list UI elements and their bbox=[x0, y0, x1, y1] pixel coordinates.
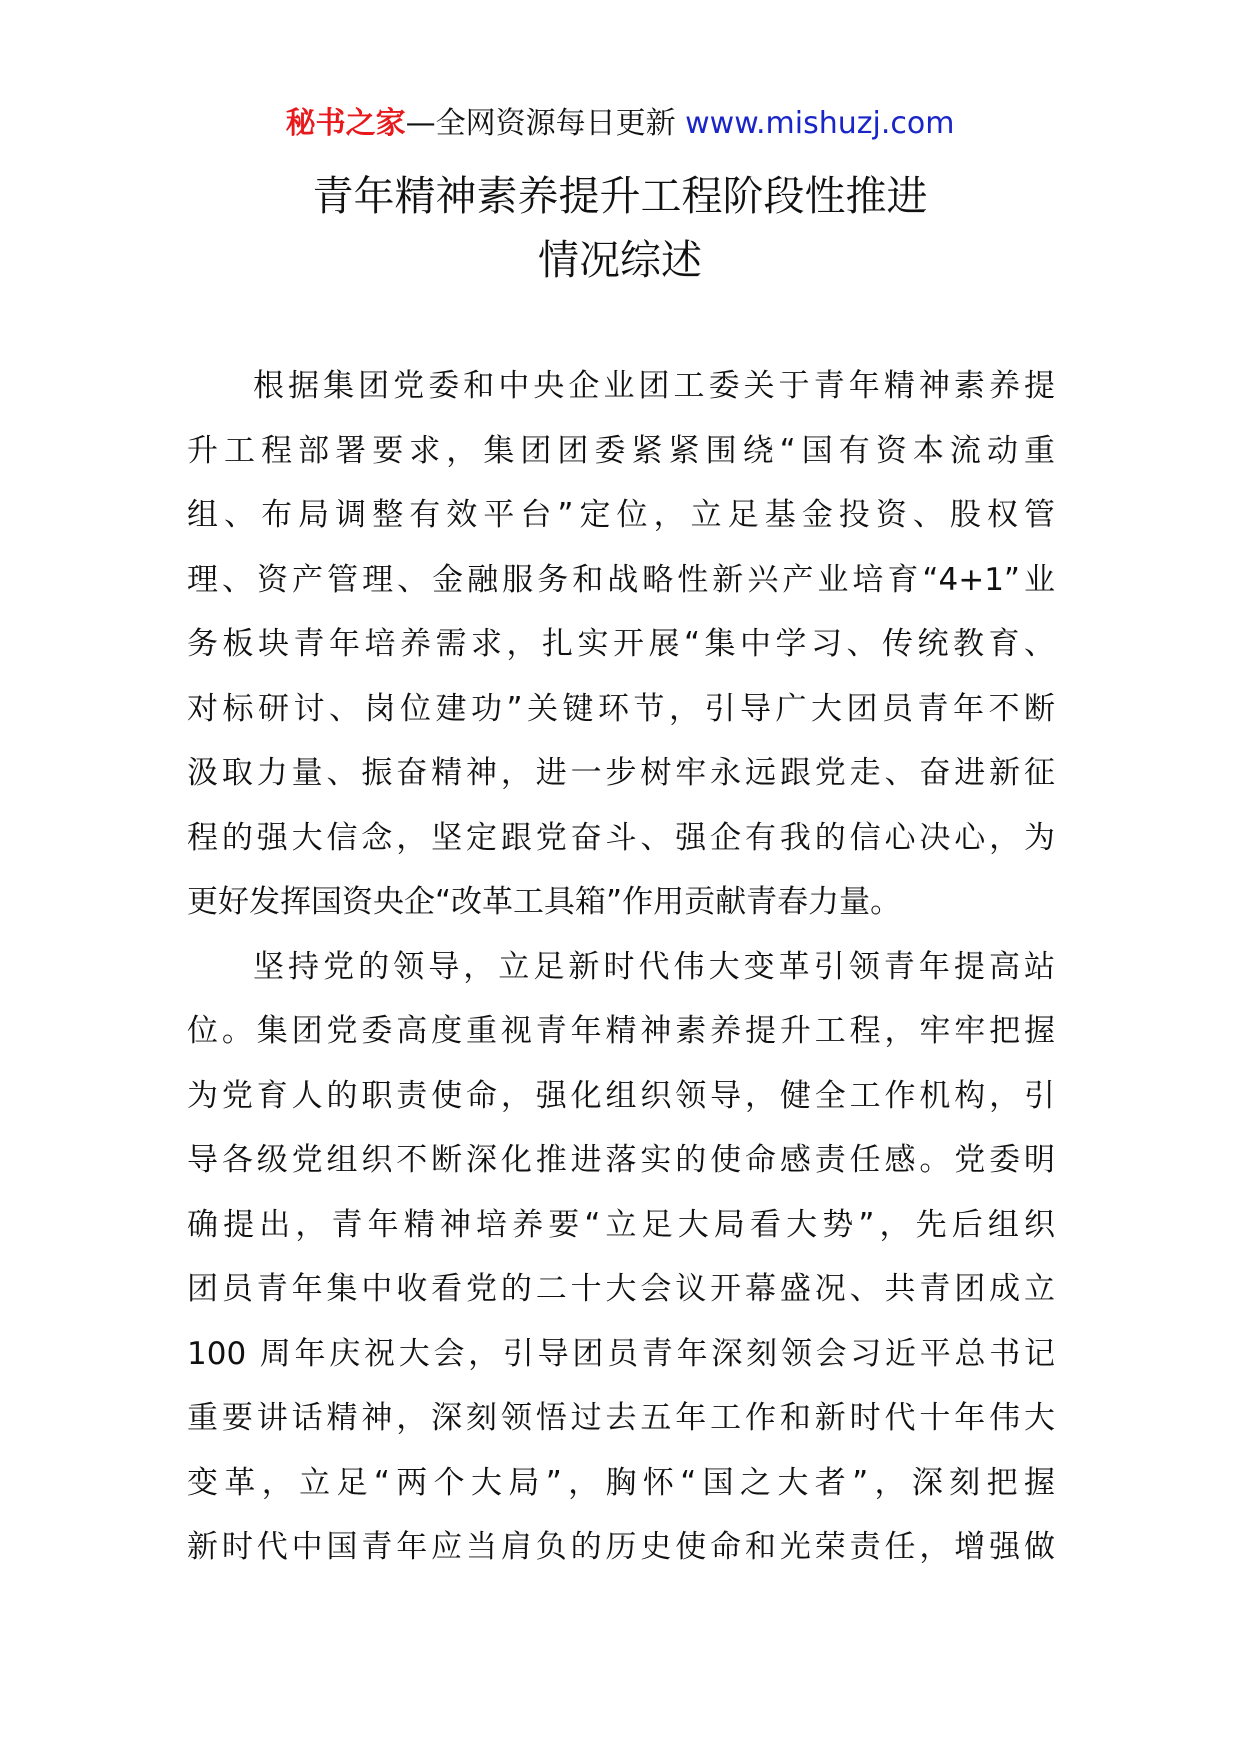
paragraph-line: 务板块青年培养需求，扎实开展“集中学习、传统教育、 bbox=[187, 626, 1055, 662]
paragraph-line: 导各级党组织不断深化推进落实的使命感责任感。党委明 bbox=[187, 1142, 1055, 1178]
paragraph-line: 新时代中国青年应当肩负的历史使命和光荣责任，增强做 bbox=[187, 1529, 1055, 1565]
paragraph-line: 理、资产管理、金融服务和战略性新兴产业培育“4+1”业 bbox=[187, 561, 1055, 598]
paragraph-line: 更好发挥国资央企“改革工具箱”作用贡献青春力量。 bbox=[187, 884, 902, 920]
paragraph-line: 重要讲话精神，深刻领悟过去五年工作和新时代十年伟大 bbox=[187, 1400, 1055, 1436]
paragraph-line: 为党育人的职责使命，强化组织领导，健全工作机构，引 bbox=[187, 1077, 1055, 1114]
paragraph-line: 程的强大信念，坚定跟党奋斗、强企有我的信心决心，为 bbox=[187, 819, 1055, 856]
website-link[interactable]: www.mishuzj.com bbox=[685, 106, 955, 141]
paragraph-line: 变革，立足“两个大局”，胸怀“国之大者”，深刻把握 bbox=[187, 1464, 1055, 1501]
header-tagline: —全网资源每日更新 bbox=[405, 106, 676, 141]
paragraph-line: 确提出，青年精神培养要“立足大局看大势”，先后组织 bbox=[187, 1206, 1055, 1243]
document-title bbox=[0, 164, 1240, 292]
paragraph-2 bbox=[187, 935, 1055, 1580]
paragraph-line: 团员青年集中收看党的二十大会议开幕盛况、共青团成立 bbox=[187, 1271, 1055, 1307]
paragraph-line: 根据集团党委和中央企业团工委关于青年精神素养提 bbox=[253, 368, 1055, 404]
paragraph-line: 汲取力量、振奋精神，进一步树牢永远跟党走、奋进新征 bbox=[187, 755, 1055, 791]
paragraph-line: 位。集团党委高度重视青年精神素养提升工程，牢牢把握 bbox=[187, 1013, 1055, 1049]
title-line-1: 青年精神素养提升工程阶段性推进 bbox=[312, 172, 928, 220]
brand-name: 秘书之家 bbox=[285, 106, 406, 141]
header-banner bbox=[0, 104, 1240, 144]
paragraph-line: 100 周年庆祝大会，引导团员青年深刻领会习近平总书记 bbox=[187, 1335, 1055, 1372]
title-line-2: 情况综述 bbox=[538, 236, 702, 284]
paragraph-line: 坚持党的领导，立足新时代伟大变革引领青年提高站 bbox=[253, 948, 1055, 985]
document-body bbox=[187, 354, 1055, 1580]
paragraph-line: 对标研讨、岗位建功”关键环节，引导广大团员青年不断 bbox=[187, 690, 1055, 727]
paragraph-line: 升工程部署要求，集团团委紧紧围绕“国有资本流动重 bbox=[187, 432, 1055, 469]
paragraph-1 bbox=[187, 354, 1055, 935]
paragraph-line: 组、布局调整有效平台”定位，立足基金投资、股权管 bbox=[187, 497, 1055, 533]
